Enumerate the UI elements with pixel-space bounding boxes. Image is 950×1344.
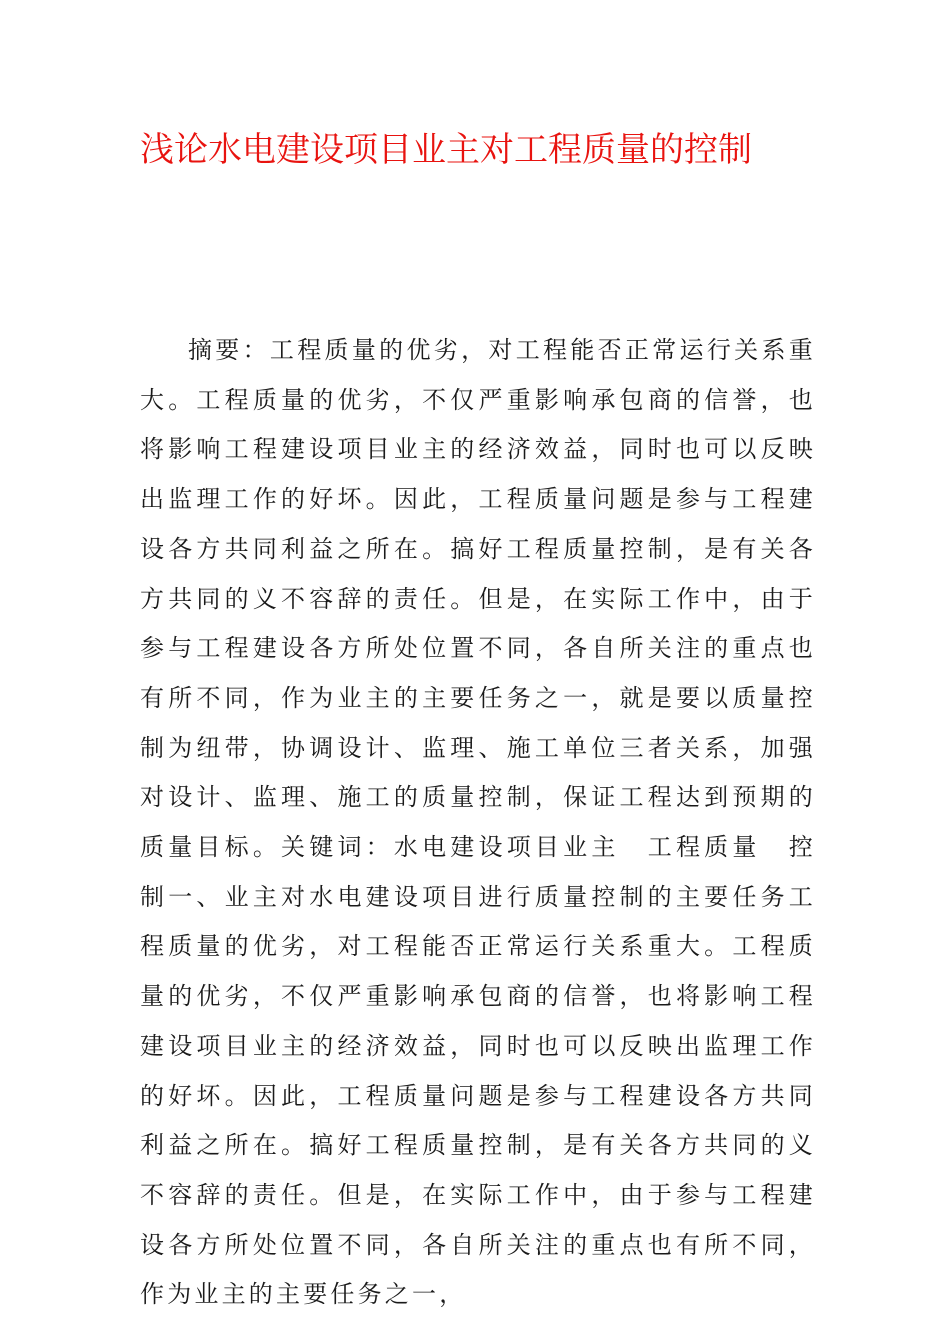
document-body-paragraph: 摘要：工程质量的优劣，对工程能否正常运行关系重大。工程质量的优劣，不仅严重影响承包商的信誉，也将影响工程建设项目业主的经济效益，同时也可以反映出监理工作的好坏。因此，工程质量问题是参与工程建设各方共同利益之所在。搞好工程质量控制，是有关各方共同的义不容辞的责任。但是，在实际工作中，由于参与工程建设各方所处位置不同，各自所关注的重点也有所不同，作为业主的主要任务之一，就是要以质量控制为纽带，协调设计、监理、施工单位三者关系，加强对设计、监理、施工的质量控制，保证工程达到预期的质量目标。关键词：水电建设项目业主 工程质量 控制一、业主对水电建设项目进行质量控制的主要任务工程质量的优劣，对工程能否正常运行关系重大。工程质量的优劣，不仅严重影响承包商的信誉，也将影响工程建设项目业主的经济效益，同时也可以反映出监理工作的好坏。因此，工程质量问题是参与工程建设各方共同利益之所在。搞好工程质量控制，是有关各方共同的义不容辞的责任。但是，在实际工作中，由于参与工程建设各方所处位置不同，各自所关注的重点也有所不同，作为业主的主要任务之一， — [140, 336, 816, 1309]
document-title: 浅论水电建设项目业主对工程质量的控制 — [140, 130, 752, 170]
